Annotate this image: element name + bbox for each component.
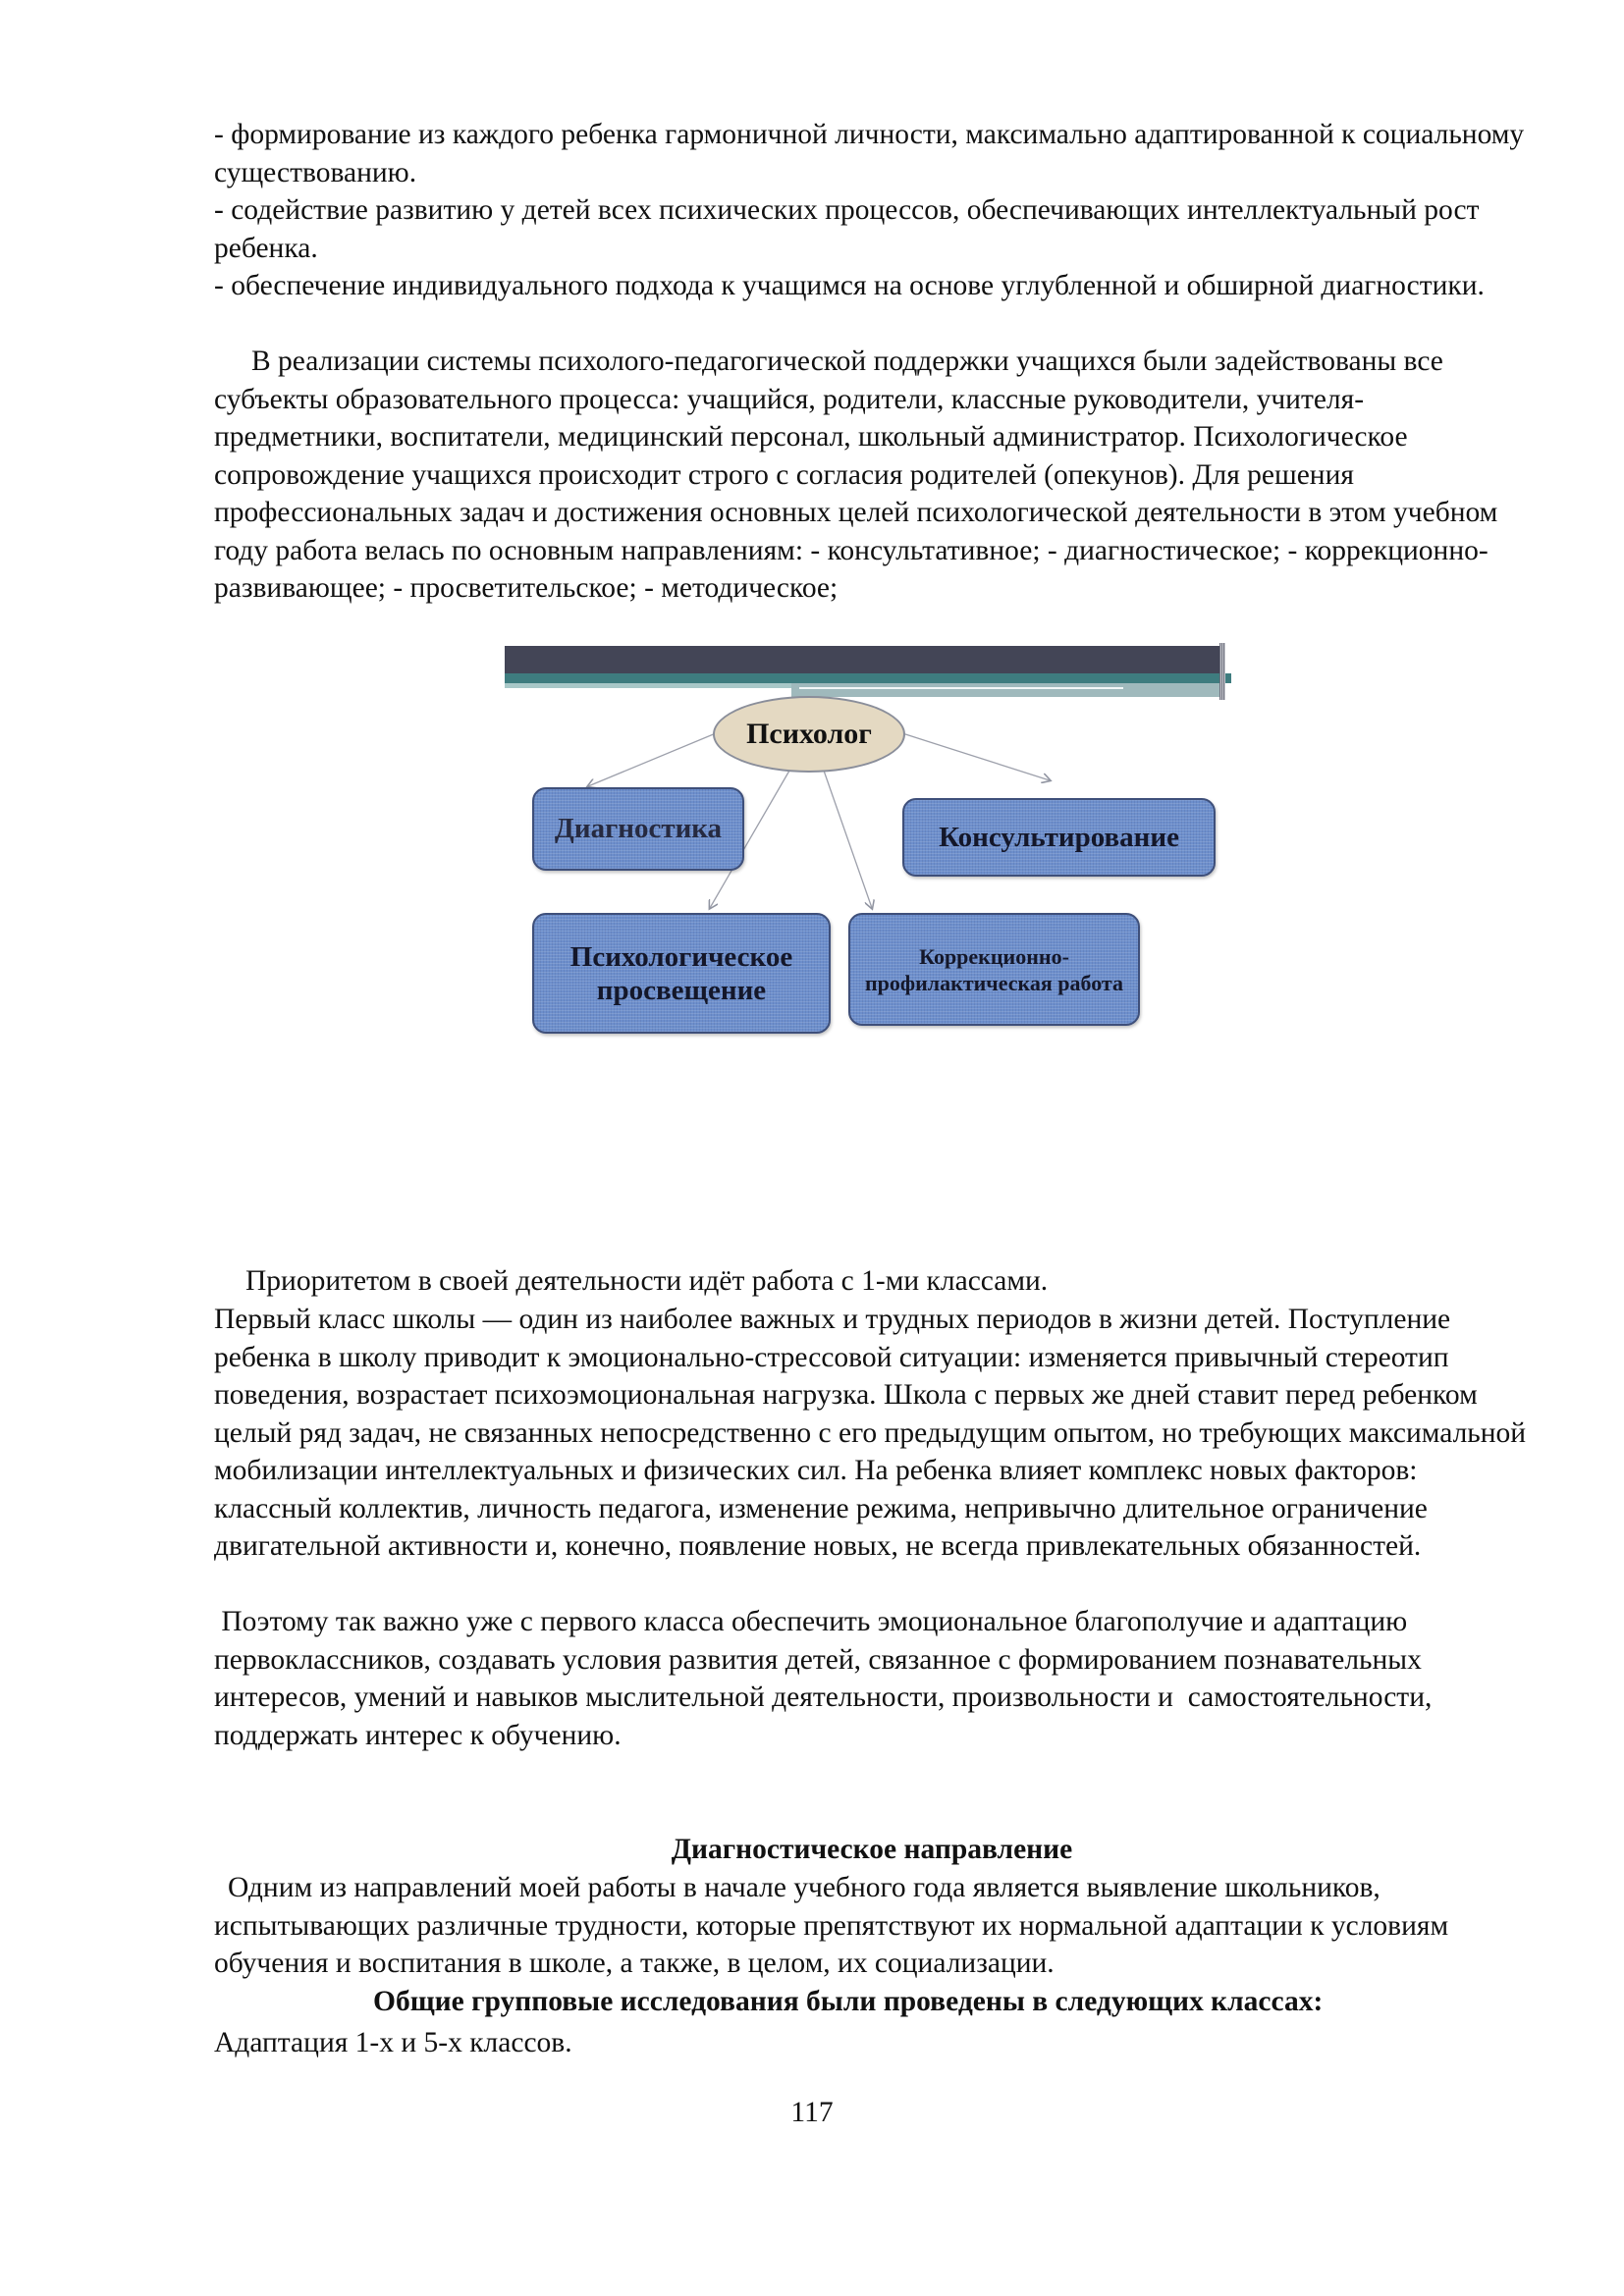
adaptation-line: Адаптация 1-х и 5-х классов. [214,2027,572,2058]
node-psych-education: Психологическое просвещение [532,913,831,1034]
list-item-individual-approach: - обеспечение индивидуального подхода к учащимся на основе углубленной и обширной диагностики. [214,270,1485,301]
node-diagnostics: Диагностика [532,787,744,871]
section-heading-diagnostic: Диагностическое направление [671,1834,1073,1865]
paragraph-therefore: Поэтому так важно уже с первого класса обеспечить эмоциональное благополучие и адаптацию первоклассников, создавать условия развития детей, связанное с формированием познавательных интересов, умений и навыков мыслительной деятельности, произвольности и самостоятельности, поддержать интерес к обучению. [214,1606,1439,1751]
paragraph-first-class: Первый класс школы — один из наиболее важных и трудных периодов в жизни детей. Поступление ребенка в школу приводит к эмоционально-стрессовой ситуации: изменяется привычный стереотип поведения, возрастает психоэмоциональная нагрузка. Школа с первых же дней ставит перед ребенком целый ряд задач, не связанных непосредственно с его предыдущим опытом, но требующих максимальной мобилизации интеллектуальных и физических сил. На ребенка влияет комплекс новых факторов: классный коллектив, личность педагога, изменение режима, непривычно длительное ограничение двигательной активности и, конечно, появление новых, не всегда привлекательных обязанностей. [214,1304,1527,1562]
list-item-harmonious-personality: - формирование из каждого ребенка гармоничной личности, максимально адаптированной к социальному существованию. [214,119,1525,188]
psychologist-directions-diagram [505,643,1231,1045]
priority-line: Приоритетом в своей деятельности идёт работа с 1-ми классами. [245,1265,1049,1297]
node-psychologist: Психолог [713,696,905,773]
node-consulting: Консультирование [902,798,1216,877]
subheading-group-studies: Общие групповые исследования были проведены в следующих классах: [373,1986,1324,2017]
page-number: 117 [790,2097,834,2128]
paragraph-support-system: В реализации системы психолого-педагогической поддержки учащихся были задействованы все субъекты образовательного процесса: учащийся, родители, классные руководители, учителя-предметники, воспитатели, медицинский персонал, школьный администратор. Психологическое сопровождение учащихся происходит строго с согласия родителей (опекунов). Для решения профессиональных задач и достижения основных целей психологической деятельности в этом учебном году работа велась по основным направлениям: - консультативное; - диагностическое; - коррекционно-развивающее; - просветительское; - методическое; [214,346,1498,604]
list-item-mental-processes: - содействие развитию у детей всех психических процессов, обеспечивающих интеллектуальный рост ребенка. [214,194,1480,264]
paragraph-diagnostic: Одним из направлений моей работы в начале учебного года является выявление школьников, испытывающих различные трудности, которые препятствуют их нормальной адаптации к условиям обучения и воспитания в школе, а также, в целом, их социализации. [214,1872,1449,1979]
node-correction-prevention: Коррекционно-профилактическая работа [848,913,1140,1026]
